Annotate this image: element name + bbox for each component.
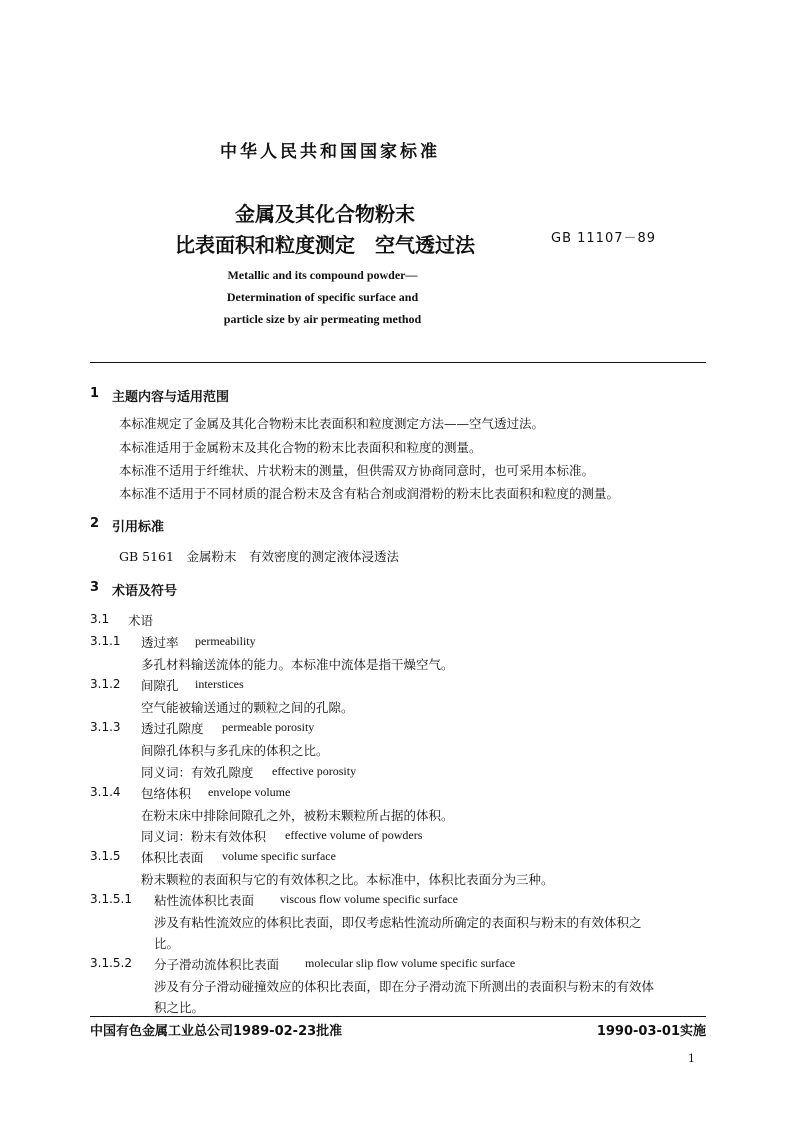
term-cn: 间隙孔 (141, 678, 179, 693)
term-cn: 包络体积 (141, 786, 192, 801)
term-en: volume specific surface (222, 849, 336, 863)
term-synonym-cn: 同义词：粉末有效体积 (141, 829, 267, 844)
term-synonym-en: effective volume of powders (285, 828, 423, 842)
term-definition: 涉及有分子滑动碰撞效应的体积比表面，即在分子滑动流下所测出的表面积与粉末的有效体 (154, 979, 655, 994)
term-number: 3.1.5 (90, 849, 121, 863)
term-number: 3.1.5.1 (90, 892, 132, 906)
term-cn: 透过率 (141, 635, 179, 650)
section-1-para-3: 本标准不适用于纤维状、片状粉末的测量，但供需双方协商同意时，也可采用本标准。 (119, 463, 595, 478)
approval-line: 中国有色金属工业总公司1989-02-23批准 (90, 1024, 343, 1039)
title-en-line3: particle size by air permeating method (223, 312, 422, 326)
term-cn: 粘性流体积比表面 (154, 893, 255, 908)
title-en-line1: Metallic and its compound powder— (227, 268, 418, 282)
section-1-para-2: 本标准适用于金属粉末及其化合物的粉末比表面积和粒度的测量。 (119, 440, 482, 455)
section-1-title: 主题内容与适用范围 (112, 390, 230, 405)
gb-code: GB 11107－89 (551, 231, 657, 246)
term-number: 3.1.1 (90, 634, 121, 648)
term-number: 3.1.2 (90, 677, 121, 691)
term-en: permeable porosity (222, 720, 315, 734)
header-divider (90, 362, 706, 363)
term-definition: 空气能被输送通过的颗粒之间的孔隙。 (141, 700, 354, 715)
term-cn: 体积比表面 (141, 850, 204, 865)
national-standard-heading: 中华人民共和国国家标准 (220, 142, 440, 162)
term-definition: 涉及有粘性流效应的体积比表面，即仅考虑粘性流动所确定的表面积与粉末的有效体积之 (154, 915, 642, 930)
section-3-1-title: 术语 (128, 613, 154, 628)
section-3-1-number: 3.1 (90, 612, 110, 626)
term-en: permeability (195, 634, 256, 648)
term-definition-cont: 积之比。 (154, 1000, 205, 1015)
title-cn-line1: 金属及其化合物粉末 (235, 202, 415, 226)
term-en: interstices (195, 677, 244, 691)
term-definition-cont: 比。 (154, 936, 180, 951)
term-definition: 粉末颗粒的表面积与它的有效体积之比。本标准中，体积比表面分为三种。 (141, 872, 554, 887)
section-1-number: 1 (90, 386, 100, 401)
title-cn-line2: 比表面积和粒度测定 空气透过法 (175, 233, 475, 257)
term-synonym-en: effective porosity (272, 764, 357, 778)
section-2-reference: GB 5161 金属粉末 有效密度的测定液体浸透法 (119, 549, 399, 564)
section-1-para-1: 本标准规定了金属及其化合物粉末比表面积和粒度测定方法——空气透过法。 (119, 416, 545, 431)
term-synonym-cn: 同义词：有效孔隙度 (141, 765, 254, 780)
section-3-title: 术语及符号 (112, 584, 178, 599)
implementation-date: 1990-03-01实施 (596, 1024, 706, 1039)
term-en: molecular slip flow volume specific surface (305, 956, 516, 970)
term-definition: 多孔材料输送流体的能力。本标准中流体是指干燥空气。 (141, 657, 454, 672)
section-1-para-4: 本标准不适用于不同材质的混合粉末及含有粘合剂或润滑粉的粉末比表面积和粒度的测量。 (119, 486, 620, 501)
term-cn: 透过孔隙度 (141, 721, 204, 736)
term-en: viscous flow volume specific surface (280, 892, 458, 906)
page-number: 1 (688, 1052, 695, 1065)
section-2-title: 引用标准 (112, 520, 165, 535)
footer-divider (90, 1016, 706, 1017)
title-en-line2: Determination of specific surface and (226, 290, 419, 304)
term-definition: 在粉末床中排除间隙孔之外，被粉末颗粒所占据的体积。 (141, 808, 454, 823)
term-number: 3.1.4 (90, 785, 121, 799)
term-number: 3.1.5.2 (90, 956, 132, 970)
term-en: envelope volume (208, 785, 291, 799)
term-cn: 分子滑动流体积比表面 (154, 957, 280, 972)
term-number: 3.1.3 (90, 720, 121, 734)
section-3-number: 3 (90, 580, 100, 595)
term-definition: 间隙孔体积与多孔床的体积之比。 (141, 743, 329, 758)
section-2-number: 2 (90, 516, 100, 531)
